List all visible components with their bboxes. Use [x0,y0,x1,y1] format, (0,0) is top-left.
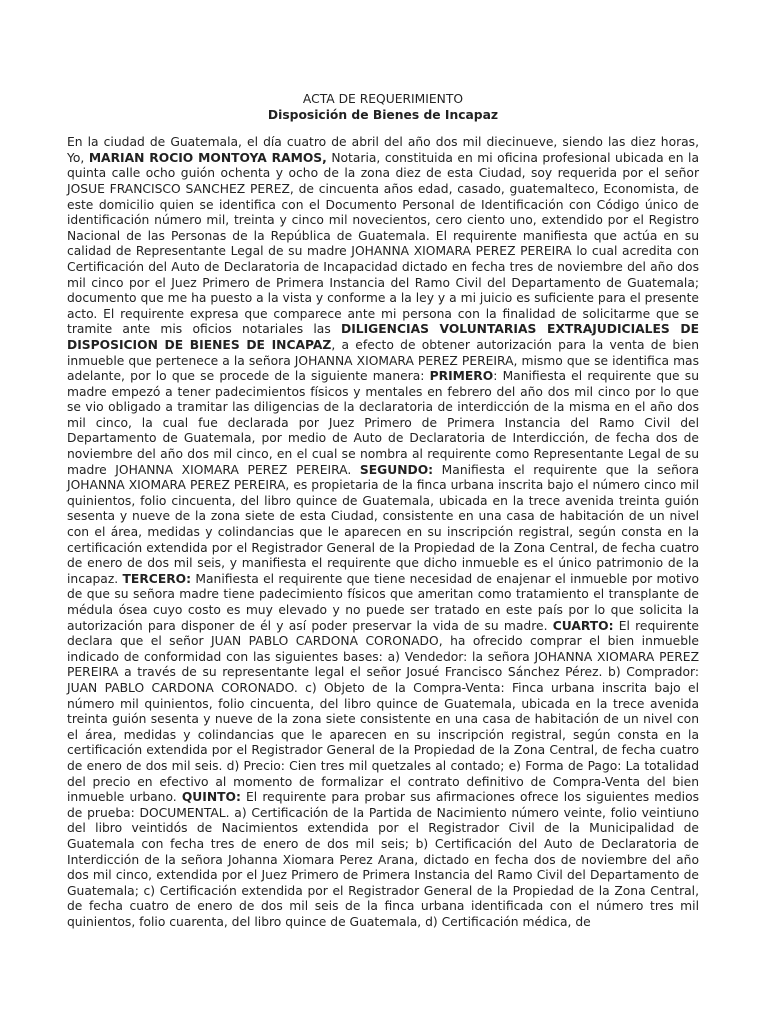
document-body [67,135,699,930]
body-bold-run: MARIAN ROCIO MONTOYA RAMOS, [88,150,327,165]
document-subtitle: Disposición de Bienes de Incapaz [267,107,499,122]
body-text-run: Manifiesta el requirente que tiene necesidad de enajenar el inmueble por motivo de que su señora madre tiene padecimiento físicos que ameritan como tratamiento el transplante de médula ósea cuyo costo es muy elevado y no puede ser tratado en este país por lo que solicita la autorización para disponer de él y así poder preservar la vida de su madre. [67,571,699,633]
body-text-run: El requirente declara que el señor JUAN PABLO CARDONA CORONADO, ha ofrecido comprar el bien inmueble indicado de conformidad con las siguientes bases: a) Vendedor: la señora JOHANNA XIOMARA PEREZ PEREIRA a través de su representante legal el señor Josué Francisco Sánchez Pérez. b) Comprador: JUAN PABLO CARDONA CORONADO. c) Objeto de la Compra-Venta: Finca urbana inscrita bajo el número mil quinientos, folio cincuenta, del libro quince de Guatemala, ubicada en la trece avenida treinta guión sesenta y nueve de la zona siete consistente en una casa de habitación de un nivel con el área, medidas y colindancias que le aparecen en su inscripción registral, según consta en la certificación extendida por el Registrador General de la Propiedad de la Zona Central, de fecha cuatro de enero de dos mil seis. d) Precio: Cien tres mil quetzales al contado; e) Forma de Pago: La totalidad del precio en efectivo al momento de formalizar el contrato definitivo de Compra-Venta del bien inmueble urbano. [67,618,700,805]
body-text-run: El requirente para probar sus afirmaciones ofrece los siguientes medios de prueba: DOCUMENTAL. a) Certificación de la Partida de Nacimiento número veinte, folio veintiuno del libro veintidós de Nacimientos extendida por el Registrador Civil de la Municipalidad de Guatemala con fecha tres de enero de dos mil seis; b) Certificación del Auto de Declaratoria de Interdicción de la señora Johanna Xiomara Perez Arana, dictado en fecha dos de noviembre del año dos mil cinco, extendida por el Juez Primero de Primera Instancia del Ramo Civil del Departamento de Guatemala; c) Certificación extendida por el Registrador General de la Propiedad de la Zona Central, de fecha cuatro de enero de dos mil seis de la finca urbana identificada con el número tres mil quinientos, folio cuarenta, del libro quince de Guatemala, d) Certificación médica, de [67,790,700,929]
body-bold-run: DILIGENCIAS VOLUNTARIAS EXTRAJUDICIALES DE DISPOSICION DE BIENES DE INCAPAZ [67,322,699,352]
body-text-run: Manifiesta el requirente que la señora JOHANNA XIOMARA PEREZ PEREIRA, es propietaria de la finca urbana inscrita bajo el número cinco mil quinientos, folio cincuenta, del libro quince de Guatemala, ubicada en la trece avenida treinta guión sesenta y nueve de la zona siete de esta Ciudad, consistente en una casa de habitación de un nivel con el área, medidas y colindancias que le aparecen en su inscripción registral, según consta en la certificación extendida por el Registrador General de la Propiedad de la Zona Central, de fecha cuatro de enero de dos mil seis, y manifiesta el requirente que dicho inmueble es el único patrimonio de la incapaz. [67,462,699,586]
document-page [67,92,699,930]
body-text-run: En la ciudad de Guatemala, el día cuatro de abril del año dos mil diecinueve, siendo las diez horas, Yo, [67,135,699,165]
body-text-run: Notaria, constituida en mi oficina profesional ubicada en la quinta calle ocho guión ochenta y ocho de la zona diez de esta Ciudad, soy requerida por el señor JOSUE FRANCISCO SANCHEZ PEREZ, de cincuenta años edad, casado, guatemalteco, Economista, de este domicilio quien se identifica con el Documento Personal de Identificación con Código único de identificación número mil, treinta y cinco mil novecientos, cero ciento uno, extendido por el Registro Nacional de las Personas de la República de Guatemala. El requirente manifiesta que actúa en su calidad de Representante Legal de su madre JOHANNA XIOMARA PEREZ PEREIRA lo cual acredita con Certificación del Auto de Declaratoria de Incapacidad dictado en fecha tres de noviembre del año dos mil cinco por el Juez Primero de Primera Instancia del Ramo Civil del Departamento de Guatemala; documento que me ha puesto a la vista y conforme a la ley y a mi juicio es suficiente para el presente acto. El requirente expresa que comparece ante mi persona con la finalidad de solicitarme que se tramite ante mis oficios notariales las [67,150,699,337]
document-heading [67,92,699,123]
body-bold-run: PRIMERO [429,369,494,384]
body-bold-run: TERCERO: [122,571,192,586]
body-bold-run: CUARTO: [552,618,614,633]
document-title: ACTA DE REQUERIMIENTO [302,92,464,106]
body-bold-run: SEGUNDO: [359,462,434,477]
body-text-run: , a efecto de obtener autorización para la venta de bien inmueble que pertenece a la señora JOHANNA XIOMARA PEREZ PEREIRA, mismo que se identifica mas adelante, por lo que se procede de la siguiente manera: [67,337,700,384]
body-bold-run: QUINTO: [181,790,241,805]
body-text-run: : Manifiesta el requirente que su madre empezó a tener padecimientos físicos y mentales en febrero del año dos mil cinco por lo que se vio obligado a tramitar las diligencias de la declaratoria de interdicción de la misma en el año dos mil cinco, la cual fue declarada por Juez Primero de Primera Instancia del Ramo Civil del Departamento de Guatemala, por medio de Auto de Declaratoria de Interdicción, de fecha dos de noviembre del año dos mil cinco, en el cual se nombra al requirente como Representante Legal de su madre JOHANNA XIOMARA PEREZ PEREIRA. [67,369,699,477]
